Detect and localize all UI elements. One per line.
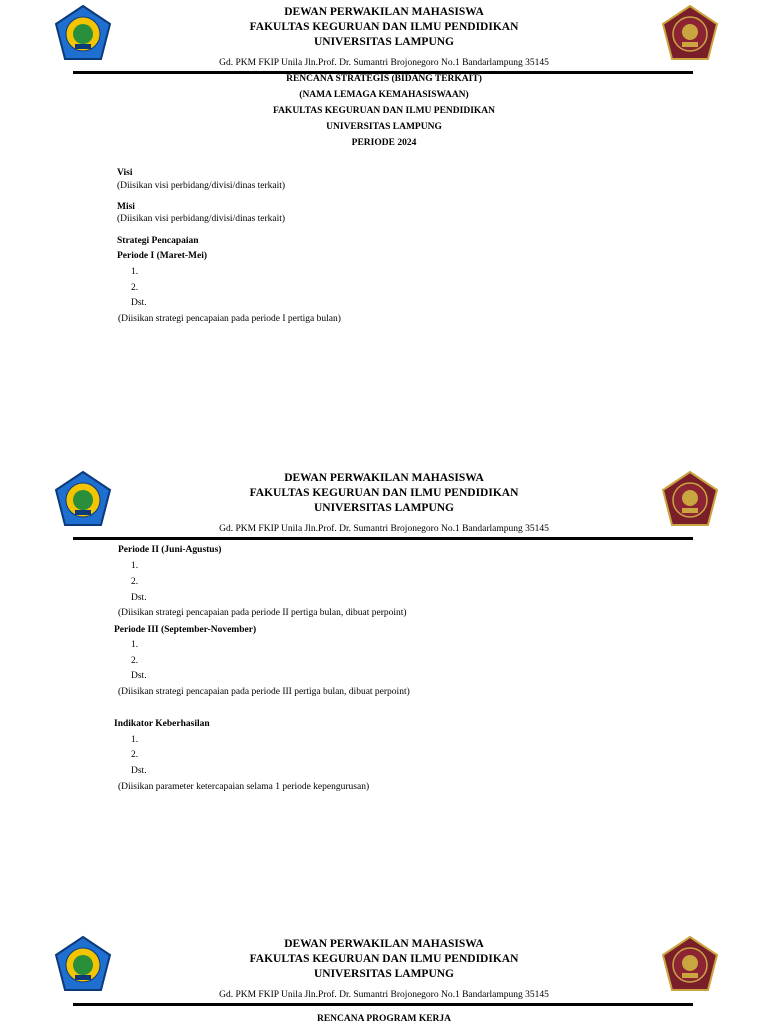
header-line-2: FAKULTAS KEGURUAN DAN ILMU PENDIDIKAN (249, 953, 519, 965)
header-line-2: FAKULTAS KEGURUAN DAN ILMU PENDIDIKAN (249, 487, 519, 499)
title-line-1: RENCANA STRATEGIS (BIDANG TERKAIT) (286, 74, 482, 84)
title-line-5: PERIODE 2024 (351, 138, 417, 148)
periode1-hint: (Diisikan strategi pencapaian pada periode I pertiga bulan) (118, 314, 341, 324)
header-address: Gd. PKM FKIP Unila Jln.Prof. Dr. Sumantri Brojonegoro No.1 Bandarlampung 35145 (219, 990, 549, 1000)
header-rule (73, 537, 693, 540)
header-line-2: FAKULTAS KEGURUAN DAN ILMU PENDIDIKAN (249, 21, 519, 33)
periode2-item-3: Dst. (131, 593, 147, 603)
header-line-3: UNIVERSITAS LAMPUNG (313, 36, 455, 48)
header-line-1: DEWAN PERWAKILAN MAHASISWA (284, 6, 484, 18)
header-line-3: UNIVERSITAS LAMPUNG (313, 968, 455, 980)
periode2-label: Periode II (Juni-Agustus) (118, 545, 222, 555)
periode3-label: Periode III (September-November) (114, 625, 257, 635)
dpm-logo (660, 470, 720, 530)
dpm-logo (660, 935, 720, 995)
header-line-1: DEWAN PERWAKILAN MAHASISWA (284, 472, 484, 484)
periode2-hint: (Diisikan strategi pencapaian pada periode II pertiga bulan, dibuat perpoint) (118, 608, 407, 618)
header-address: Gd. PKM FKIP Unila Jln.Prof. Dr. Sumantri Brojonegoro No.1 Bandarlampung 35145 (219, 58, 549, 68)
periode2-item-1: 1. (131, 561, 139, 571)
title-line-4: UNIVERSITAS LAMPUNG (326, 122, 442, 132)
visi-label: Visi (117, 168, 133, 178)
header-address: Gd. PKM FKIP Unila Jln.Prof. Dr. Sumantri Brojonegoro No.1 Bandarlampung 35145 (219, 524, 549, 534)
visi-hint: (Diisikan visi perbidang/divisi/dinas terkait) (117, 181, 286, 191)
periode3-item-2: 2. (131, 656, 139, 666)
indikator-hint: (Diisikan parameter ketercapaian selama 1 periode kepengurusan) (118, 782, 370, 792)
misi-hint: (Diisikan visi perbidang/divisi/dinas terkait) (117, 214, 286, 224)
title-line-3: FAKULTAS KEGURUAN DAN ILMU PENDIDIKAN (272, 106, 496, 116)
misi-label: Misi (117, 202, 135, 212)
periode2-item-2: 2. (131, 577, 139, 587)
strategi-label: Strategi Pencapaian (117, 236, 199, 246)
periode1-label: Periode I (Maret-Mei) (117, 251, 208, 261)
periode3-item-3: Dst. (131, 671, 147, 681)
indikator-item-1: 1. (131, 735, 139, 745)
dpm-logo (660, 4, 720, 64)
periode3-item-1: 1. (131, 640, 139, 650)
program-kerja-title: RENCANA PROGRAM KERJA (316, 1014, 452, 1024)
header-line-1: DEWAN PERWAKILAN MAHASISWA (284, 938, 484, 950)
periode1-item-2: 2. (131, 283, 139, 293)
indikator-label: Indikator Keberhasilan (114, 719, 210, 729)
indikator-item-3: Dst. (131, 766, 147, 776)
header-line-3: UNIVERSITAS LAMPUNG (313, 502, 455, 514)
header-rule (73, 1003, 693, 1006)
periode3-hint: (Diisikan strategi pencapaian pada periode III pertiga bulan, dibuat perpoint) (118, 687, 410, 697)
title-line-2: (NAMA LEMAGA KEMAHASISWAAN) (299, 90, 469, 100)
periode1-item-1: 1. (131, 267, 139, 277)
periode1-item-3: Dst. (131, 298, 147, 308)
indikator-item-2: 2. (131, 750, 139, 760)
